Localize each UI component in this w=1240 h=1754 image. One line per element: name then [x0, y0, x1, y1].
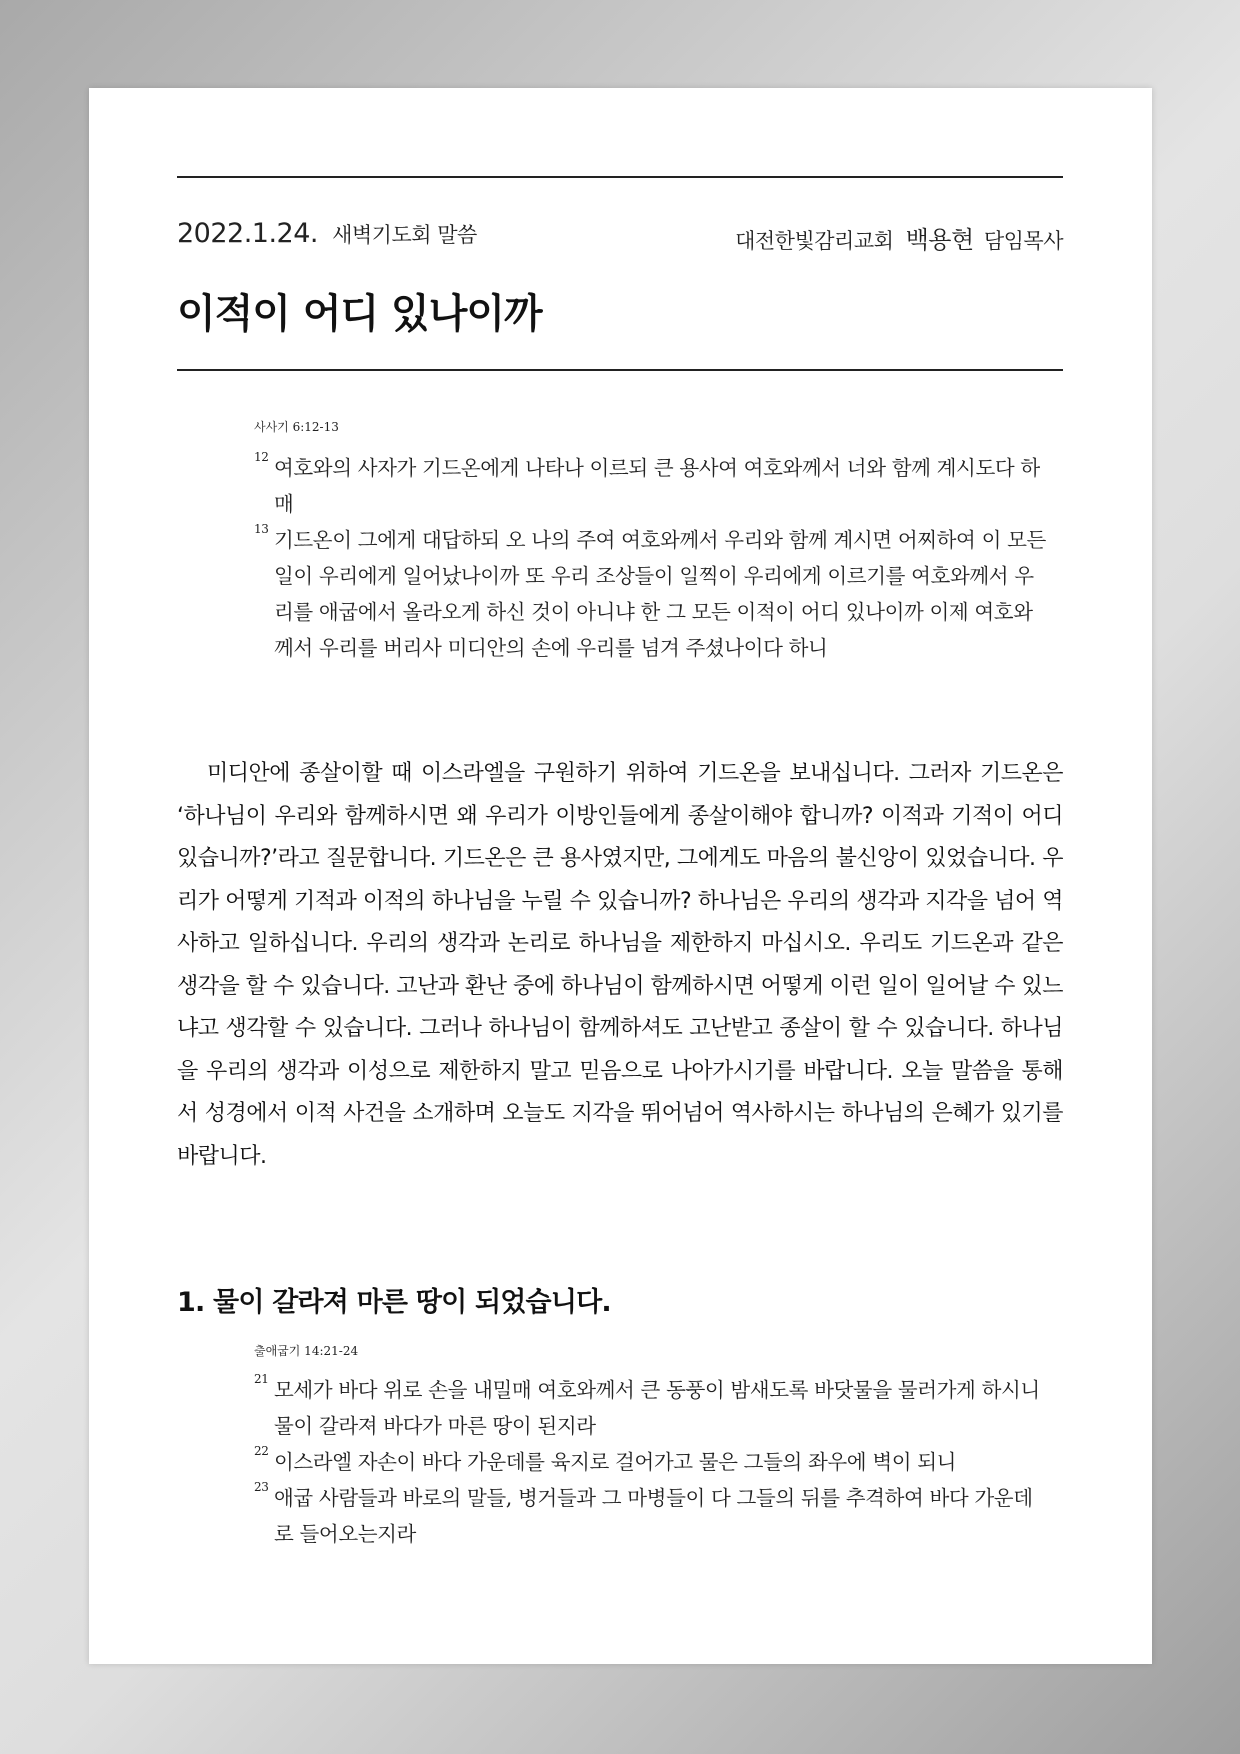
section-heading: 1. 물이 갈라져 마른 땅이 되었습니다.: [177, 1287, 611, 1318]
verse-text: 애굽 사람들과 바로의 말들, 병거들과 그 마병들이 다 그들의 뒤를 추격하여 바다 가운데로 들어오는지라: [274, 1486, 1033, 1546]
scripture-verses: [254, 450, 1074, 666]
header-top-rule: [177, 176, 1063, 178]
sermon-date-line: [177, 218, 477, 249]
scripture-reference: 출애굽기 14:21-24: [254, 1344, 359, 1358]
verse-number: 21: [254, 1372, 269, 1386]
verse: [254, 1480, 1049, 1552]
header-bottom-rule: [177, 369, 1063, 371]
verse: [254, 450, 1049, 522]
verse-text: 기드온이 그에게 대답하되 오 나의 주여 여호와께서 우리와 함께 계시면 어찌하여 이 모든 일이 우리에게 일어났나이까 또 우리 조상들이 일찍이 우리에게 이르기를 여호와께서 우리를 애굽에서 올라오게 하신 것이 아니냐 한 그 모든 이적이 어디 있나이까 이제 여호와께서 우리를 버리사 미디안의 손에 우리를 넘겨 주셨나이다 하니: [274, 528, 1046, 660]
sermon-date: 2022.1.24.: [177, 218, 318, 249]
verse-number: 13: [254, 522, 269, 536]
service-name: 새벽기도회 말씀: [332, 223, 477, 247]
verse-number: 12: [254, 450, 269, 464]
church-line: [735, 220, 1063, 255]
verse: [254, 522, 1049, 666]
sermon-title: 이적이 어디 있나이까: [177, 291, 542, 337]
pastor-name: 백용현: [905, 226, 974, 254]
verse-text: 모세가 바다 위로 손을 내밀매 여호와께서 큰 동풍이 밤새도록 바닷물을 물러가게 하시니 물이 갈라져 바다가 마른 땅이 된지라: [274, 1378, 1040, 1438]
verse-number: 23: [254, 1480, 269, 1494]
pastor-role: 담임목사: [983, 229, 1063, 253]
verse: [254, 1372, 1049, 1444]
verse-text: 여호와의 사자가 기드온에게 나타나 이르되 큰 용사여 여호와께서 너와 함께 계시도다 하매: [274, 456, 1040, 516]
scripture-verses: [254, 1372, 1074, 1552]
scripture-reference: 사사기 6:12-13: [254, 420, 339, 434]
verse-text: 이스라엘 자손이 바다 가운데를 육지로 걸어가고 물은 그들의 좌우에 벽이 되니: [274, 1450, 957, 1474]
document-page: [89, 88, 1152, 1664]
church-name: 대전한빛감리교회: [735, 229, 894, 253]
verse: [254, 1444, 1049, 1480]
sermon-body: 미디안에 종살이할 때 이스라엘을 구원하기 위하여 기드온을 보내십니다. 그러자 기드온은 ‘하나님이 우리와 함께하시면 왜 우리가 이방인들에게 종살이해야 합니까? 이적과 기적이 어디 있습니까?’라고 질문합니다. 기드온은 큰 용사였지만, 그에게도 마음의 불신앙이 있었습니다. 우리가 어떻게 기적과 이적의 하나님을 누릴 수 있습니까? 하나님은 우리의 생각과 지각을 넘어 역사하고 일하십니다. 우리의 생각과 논리로 하나님을 제한하지 마십시오. 우리도 기드온과 같은 생각을 할 수 있습니다. 고난과 환난 중에 하나님이 함께하시면 어떻게 이런 일이 일어날 수 있느냐고 생각할 수 있습니다. 그러나 하나님이 함께하셔도 고난받고 종살이 할 수 있습니다. 하나님을 우리의 생각과 이성으로 제한하지 말고 믿음으로 나아가시기를 바랍니다. 오늘 말씀을 통해서 성경에서 이적 사건을 소개하며 오늘도 지각을 뛰어넘어 역사하시는 하나님의 은혜가 있기를 바랍니다.: [177, 761, 1063, 1169]
verse-number: 22: [254, 1444, 269, 1458]
